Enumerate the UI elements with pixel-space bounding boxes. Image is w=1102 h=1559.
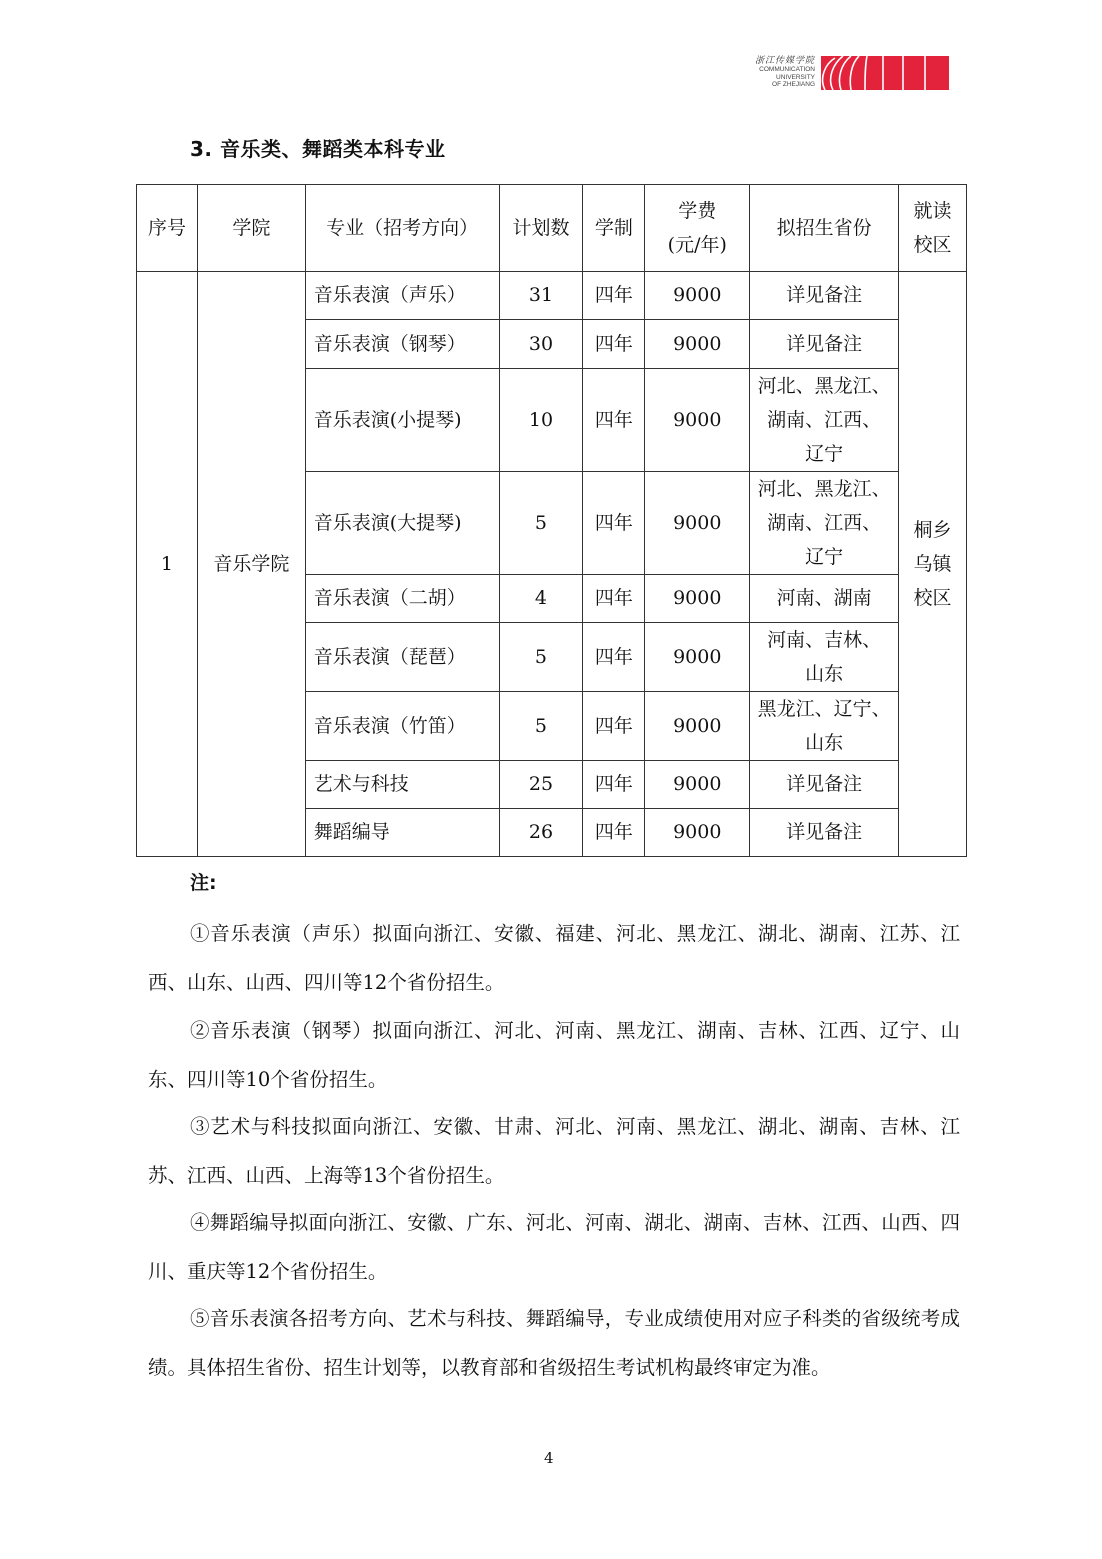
- page-number: 4: [544, 1449, 554, 1467]
- cell-major: 音乐表演（声乐）: [305, 272, 499, 320]
- logo-chinese-name: 浙江传媒学院: [755, 56, 816, 67]
- cell-quota: 5: [499, 623, 583, 692]
- province-line: 黑龙江、辽宁、: [757, 698, 891, 720]
- group-index: 1: [137, 272, 198, 857]
- header-campus: [899, 185, 967, 272]
- province-line: 山东: [805, 732, 844, 754]
- cell-quota: 25: [499, 761, 583, 809]
- cell-provinces: 详见备注: [750, 809, 899, 857]
- province-line: 河北、黑龙江、: [757, 375, 891, 397]
- note-item-4: ④舞蹈编导拟面向浙江、安徽、广东、河北、河南、湖北、湖南、吉林、江西、山西、四川、重庆等12个省份招生。: [148, 1211, 960, 1283]
- province-line: 河北、黑龙江、: [757, 478, 891, 500]
- logo-english-line-1: COMMUNICATION: [759, 66, 816, 74]
- cell-fee: 9000: [645, 472, 750, 575]
- cell-fee: 9000: [645, 272, 750, 320]
- cell-duration: 四年: [583, 623, 645, 692]
- cell-provinces: 详见备注: [750, 272, 899, 320]
- cell-major: 舞蹈编导: [305, 809, 499, 857]
- header-major: 专业（招考方向）: [305, 185, 499, 272]
- cell-quota: 4: [499, 575, 583, 623]
- header-duration: 学制: [583, 185, 645, 272]
- cell-major: 音乐表演（钢琴）: [305, 320, 499, 369]
- header-fee-line1: 学费: [678, 200, 717, 222]
- logo-english-line-3: OF ZHEJIANG: [772, 81, 816, 89]
- header-provinces: 拟招生省份: [750, 185, 899, 272]
- section-title: 3. 音乐类、舞蹈类本科专业: [190, 137, 446, 161]
- cell-major: 艺术与科技: [305, 761, 499, 809]
- logo-english-line-2: UNIVERSITY: [776, 73, 816, 81]
- cell-fee: 9000: [645, 320, 750, 369]
- cell-major: 音乐表演(大提琴): [305, 472, 499, 575]
- cell-provinces: 详见备注: [750, 761, 899, 809]
- table-row: [137, 272, 967, 320]
- cell-duration: 四年: [583, 472, 645, 575]
- header-fee: [645, 185, 750, 272]
- university-logo: [755, 54, 949, 92]
- cell-provinces: [750, 369, 899, 472]
- note-item-2: ②音乐表演（钢琴）拟面向浙江、河北、河南、黑龙江、湖南、吉林、江西、辽宁、山东、四川等10个省份招生。: [148, 1019, 960, 1091]
- cell-fee: 9000: [645, 761, 750, 809]
- group-college: 音乐学院: [197, 272, 305, 857]
- cell-duration: 四年: [583, 692, 645, 761]
- cell-quota: 5: [499, 692, 583, 761]
- header-campus-line1: 就读: [913, 200, 952, 222]
- cell-provinces: [750, 472, 899, 575]
- campus-line3: 校区: [913, 587, 952, 609]
- cell-major: 音乐表演（竹笛）: [305, 692, 499, 761]
- cell-duration: 四年: [583, 809, 645, 857]
- header-quota: 计划数: [499, 185, 583, 272]
- campus-line1: 桐乡: [913, 519, 952, 541]
- logo-wave-mark-icon: [821, 56, 949, 90]
- enrollment-plan-table: [136, 184, 967, 857]
- cell-major: 音乐表演（二胡）: [305, 575, 499, 623]
- province-line: 辽宁: [805, 443, 844, 465]
- province-line: 湖南、江西、: [767, 409, 882, 431]
- province-line: 辽宁: [805, 546, 844, 568]
- province-line: 山东: [805, 663, 844, 685]
- note-item-5: ⑤音乐表演各招考方向、艺术与科技、舞蹈编导，专业成绩使用对应子科类的省级统考成绩。具体招生省份、招生计划等，以教育部和省级招生考试机构最终审定为准。: [148, 1307, 960, 1379]
- cell-major: 音乐表演（琵琶）: [305, 623, 499, 692]
- province-line: 河南、吉林、: [767, 629, 882, 651]
- note-item-3: ③艺术与科技拟面向浙江、安徽、甘肃、河北、河南、黑龙江、湖北、湖南、吉林、江苏、江西、山西、上海等13个省份招生。: [148, 1115, 960, 1187]
- cell-quota: 10: [499, 369, 583, 472]
- campus-line2: 乌镇: [913, 553, 952, 575]
- cell-provinces: [750, 623, 899, 692]
- cell-fee: 9000: [645, 809, 750, 857]
- cell-quota: 31: [499, 272, 583, 320]
- cell-fee: 9000: [645, 575, 750, 623]
- cell-fee: 9000: [645, 692, 750, 761]
- group-campus: [899, 272, 967, 857]
- notes-label: 注:: [190, 872, 217, 894]
- header-fee-line2: (元/年): [667, 234, 727, 256]
- table-header-row: [137, 185, 967, 272]
- cell-provinces: 河南、湖南: [750, 575, 899, 623]
- cell-duration: 四年: [583, 761, 645, 809]
- province-line: 湖南、江西、: [767, 512, 882, 534]
- cell-fee: 9000: [645, 369, 750, 472]
- logo-text: [755, 57, 815, 89]
- header-college: 学院: [197, 185, 305, 272]
- cell-duration: 四年: [583, 320, 645, 369]
- cell-fee: 9000: [645, 623, 750, 692]
- cell-duration: 四年: [583, 272, 645, 320]
- cell-quota: 26: [499, 809, 583, 857]
- cell-quota: 30: [499, 320, 583, 369]
- cell-provinces: [750, 692, 899, 761]
- header-index: 序号: [137, 185, 198, 272]
- note-item-1: ①音乐表演（声乐）拟面向浙江、安徽、福建、河北、黑龙江、湖北、湖南、江苏、江西、山东、山西、四川等12个省份招生。: [148, 922, 960, 994]
- cell-quota: 5: [499, 472, 583, 575]
- cell-duration: 四年: [583, 369, 645, 472]
- header-campus-line2: 校区: [913, 234, 952, 256]
- cell-duration: 四年: [583, 575, 645, 623]
- cell-provinces: 详见备注: [750, 320, 899, 369]
- cell-major: 音乐表演(小提琴): [305, 369, 499, 472]
